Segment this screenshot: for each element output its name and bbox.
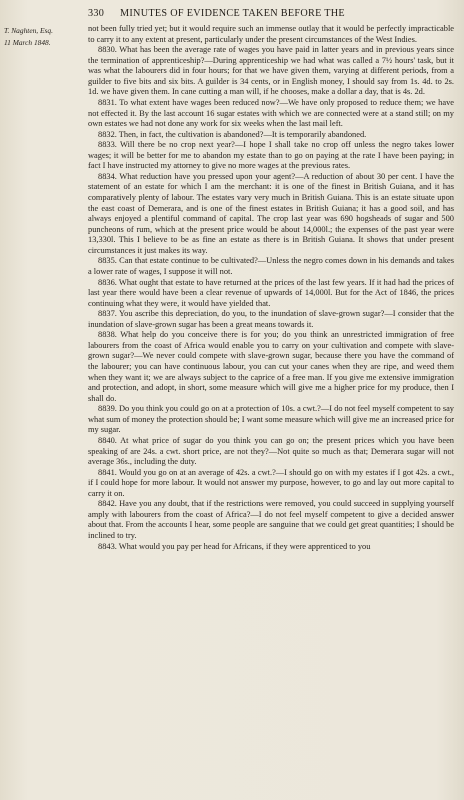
paragraph-continuation: not been fully tried yet; but it would require such an immense outlay that it would be perfectly impracticable to carry it to any extent at present, particularly under the present circumstances of the West Indies. (88, 24, 454, 44)
paragraph-8842: 8842. Have you any doubt, that if the restrictions were removed, you could succeed in supplying yourself amply with labourers from the coast of Africa?—I do not feel myself competent to give a decided answer about that. From the accounts I hear, some people are sanguine that we could get great quantities; I should be inclined to try. (88, 499, 454, 540)
paragraph-8835: 8835. Can that estate continue to be cultivated?—Unless the negro comes down in his demands and takes a lower rate of wages, I suppose it will not. (88, 256, 454, 276)
paragraph-8832: 8832. Then, in fact, the cultivation is abandoned?—It is temporarily abandoned. (98, 129, 367, 139)
paragraph-8834: 8834. What reduction have you pressed upon your agent?—A reduction of about 30 per cent. I have the statement of an estate for which I am the merchant: it is one of the finest in British Guiana, and it has comparatively plenty of labour. The estates vary very much in British Guiana. This is an estate situate upon the east coast of Demerara, and is one of the finest estates in British Guiana; it has a good soil, and has always enjoyed a plentiful command of capital. The crop last year was 690 hogsheads of sugar and 500 puncheons of rum, which at the present price would be about 14,000l.; the expenses of the past year were 13,330l. This I believe to be as fine an estate as there is in British Guiana. It shows that under present circumstances it just makes its way. (88, 171, 454, 255)
paragraph-8831: 8831. To what extent have wages been reduced now?—We have only proposed to reduce them; we have not effected it. By the last account 16 sugar estates with which we are connected were at a stand still; on my own estates we had not done any work for six weeks when the last mail left. (88, 97, 454, 129)
paragraph-8843: 8843. What would you pay per head for Africans, if they were apprenticed to you (98, 541, 371, 551)
paragraph-8839: 8839. Do you think you could go on at a protection of 10s. a cwt.?—I do not feel myself competent to say what sum of money the protection should be; I want some measure which will give me an increased price for my sugar. (88, 404, 454, 435)
evidence-text (88, 24, 454, 552)
margin-date: 11 March 1848. (4, 38, 51, 47)
paragraph-8837: 8837. You ascribe this depreciation, do you, to the inundation of slave-grown sugar?—I consider that the inundation of slave-grown sugar has been a great means towards it. (88, 309, 454, 329)
paragraph-8840: 8840. At what price of sugar do you think you can go on; the present prices which you have been speaking of are 24s. a cwt. short price, are not they?—Not quite so much as that; Demerara sugar will not average 36s., including the duty. (88, 435, 454, 467)
paragraph-8838: 8838. What help do you conceive there is for you; do you think an unrestricted immigration of free labourers from the coast of Africa would enable you to carry on your cultivation and compete with slave-grown sugar?—We never could compete with slave-grown sugar, because there you have the command of the labourer; you can have continuous labour, you can cut your canes when they are ripe, and weed them when they want it; we are always subject to the caprice of a free man. If you give me extensive immigration and protection, and adopt, in short, some measure which will give me a higher price for my produce, then I shall do. (88, 330, 454, 403)
running-title: MINUTES OF EVIDENCE TAKEN BEFORE THE (120, 8, 345, 19)
paragraph-8836: 8836. What ought that estate to have returned at the prices of the last few years. If it had had the prices of last year there would have been a clear revenue of upwards of 14,000l. But for the Act of 1846, the prices continuing what they were, it would have yielded that. (88, 277, 454, 308)
paragraph-8830: 8830. What has been the average rate of wages you have paid in latter years and in previous years since the termination of apprenticeship?—During apprenticeship we had what was called a 7½ hours' task, but it was what the labourers did in four hours; for that we have given them, varying at different periods, from a guilder to five bits and six bits. A guilder is 34 cents, or in English money, I should say from 1s. 4d. to 2s. 1d. we have given them. In cane cutting a man will, if he chooses, make a dollar a day, that is 4s. 2d. (88, 45, 454, 97)
margin-witness-name: T. Naghten, Esq. (4, 26, 53, 35)
paragraph-8833: 8833. Will there be no crop next year?—I hope I shall take no crop off unless the negro takes lower wages; it will be better for me to abandon my estate than to go on paying at the rate I have been paying; in fact I have instructed my attorney to give no more wages at the previous rates. (88, 140, 454, 171)
page-number: 330 (88, 8, 105, 19)
running-header (88, 8, 454, 22)
paragraph-8841: 8841. Would you go on at an average of 42s. a cwt.?—I should go on with my estates if I got 42s. a cwt., if I could hope for more labour. It would not answer my purpose, however, to go and lay out more capital to carry it on. (88, 467, 454, 498)
